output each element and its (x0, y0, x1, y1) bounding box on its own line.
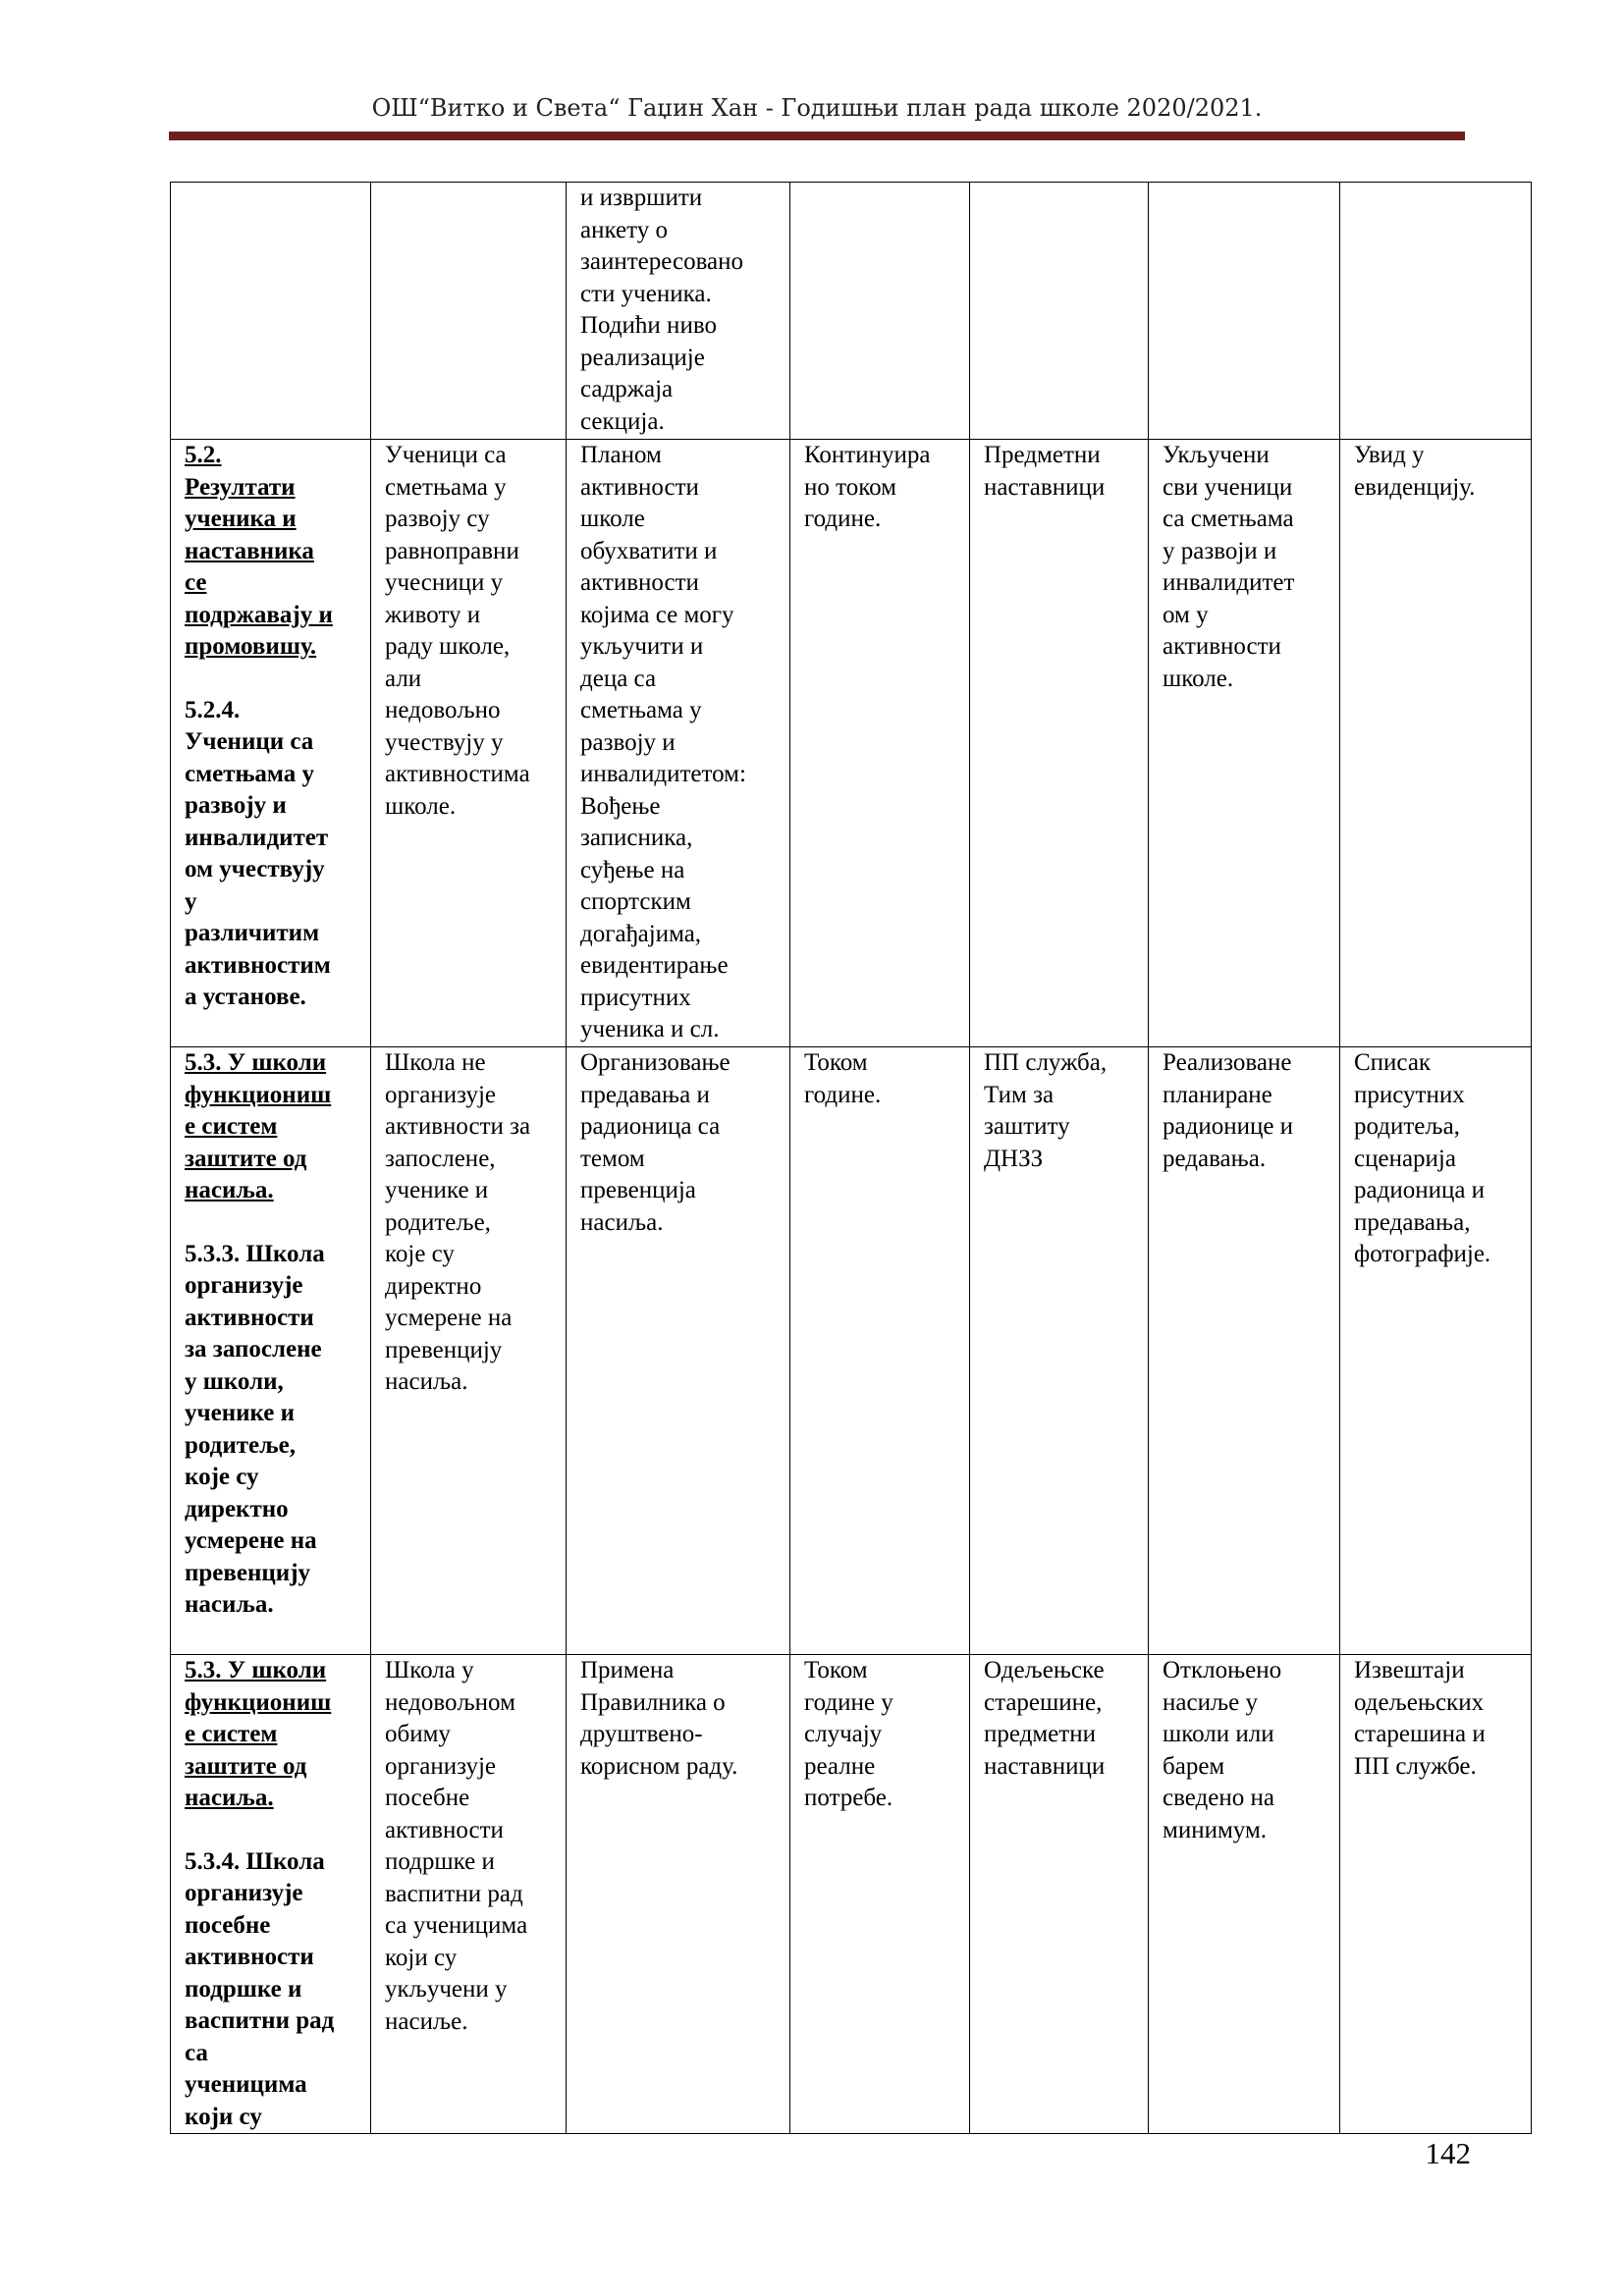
responsible-cell: Одељењске старешине, предметни наставници (970, 1655, 1149, 2134)
page-number: 142 (1425, 2136, 1471, 2170)
substandard-text: 5.2.4. Ученици са сметњама у развоју и инвалидитет ом учествују у различитим активностим а установе. (185, 696, 331, 1010)
substandard-text: 5.3.4. Школа организује посебне активности подршке и васпитни рад са ученицима који су (185, 1847, 335, 2130)
table-row (171, 1047, 1532, 1655)
success-cell: Отклоњено насиље у школи или барем сведено на минимум. (1149, 1655, 1340, 2134)
page-header: ОШ“Витко и Света“ Гаџин Хан - Годишњи план рада школе 2020/2021. (371, 94, 1263, 122)
time-cell (790, 183, 970, 440)
responsible-cell: Предметни наставници (970, 440, 1149, 1047)
evidence-cell: Списак присутних родитеља, сценарија радионица и предавања, фотографије. (1340, 1047, 1532, 1655)
success-cell: Укључени сви ученици са сметњама у развоји и инвалидитет ом у активности школе. (1149, 440, 1340, 1047)
standard-cell (171, 183, 371, 440)
problem-cell: Ученици са сметњама у развоју су равноправни учесници у животу и раду школе, али недовољно учествују у активностима школе. (371, 440, 567, 1047)
problem-cell: Школа не организује активности за запослене, ученике и родитеље, које су директно усмерене на превенцију насиља. (371, 1047, 567, 1655)
time-cell: Током године у случају реалне потребе. (790, 1655, 970, 2134)
substandard-text: 5.3.3. Школа организује активности за запослене у школи, ученике и родитеље, које су директно усмерене на превенцију насиља. (185, 1240, 325, 1618)
success-cell (1149, 183, 1340, 440)
activity-cell: Организовање предавања и радионица са темом превенција насиља. (567, 1047, 790, 1655)
activity-cell: Планом активности школе обухватити и активности којима се могу укључити и деца са сметњама у развоју и инвалидитетом: Вођење записника, суђење на спортским догађајима, евидентирање присутних ученика и сл. (567, 440, 790, 1047)
action-plan-table (170, 182, 1532, 2134)
responsible-cell (970, 183, 1149, 440)
activity-cell: и извршити анкету о заинтересовано сти ученика. Подићи ниво реализације садржаја секција. (567, 183, 790, 440)
problem-cell (371, 183, 567, 440)
success-cell: Реализоване планиране радионице и редавања. (1149, 1047, 1340, 1655)
responsible-cell: ПП служба, Тим за заштиту ДНЗЗ (970, 1047, 1149, 1655)
standard-cell (171, 440, 371, 1047)
standard-title: 5.3. У школи функциониш е систем заштите од насиља. (185, 1049, 332, 1203)
evidence-cell: Увид у евиденцију. (1340, 440, 1532, 1047)
evidence-cell: Извештаји одељењских старешина и ПП службе. (1340, 1655, 1532, 2134)
table-row (171, 440, 1532, 1047)
table-row (171, 183, 1532, 440)
time-cell: Континуира но током године. (790, 440, 970, 1047)
standard-title: 5.3. У школи функциониш е систем заштите од насиља. (185, 1657, 332, 1811)
problem-cell: Школа у недовољном обиму организује посебне активности подршке и васпитни рад са ученицима који су укључени у насиље. (371, 1655, 567, 2134)
time-cell: Током године. (790, 1047, 970, 1655)
activity-cell: Примена Правилника о друштвено- корисном раду. (567, 1655, 790, 2134)
evidence-cell (1340, 183, 1532, 440)
standard-cell (171, 1047, 371, 1655)
standard-title: 5.2. Резултати ученика и наставника се подржавају и промовишу. (185, 442, 333, 660)
table-row (171, 1655, 1532, 2134)
header-rule (169, 132, 1465, 140)
standard-cell (171, 1655, 371, 2134)
